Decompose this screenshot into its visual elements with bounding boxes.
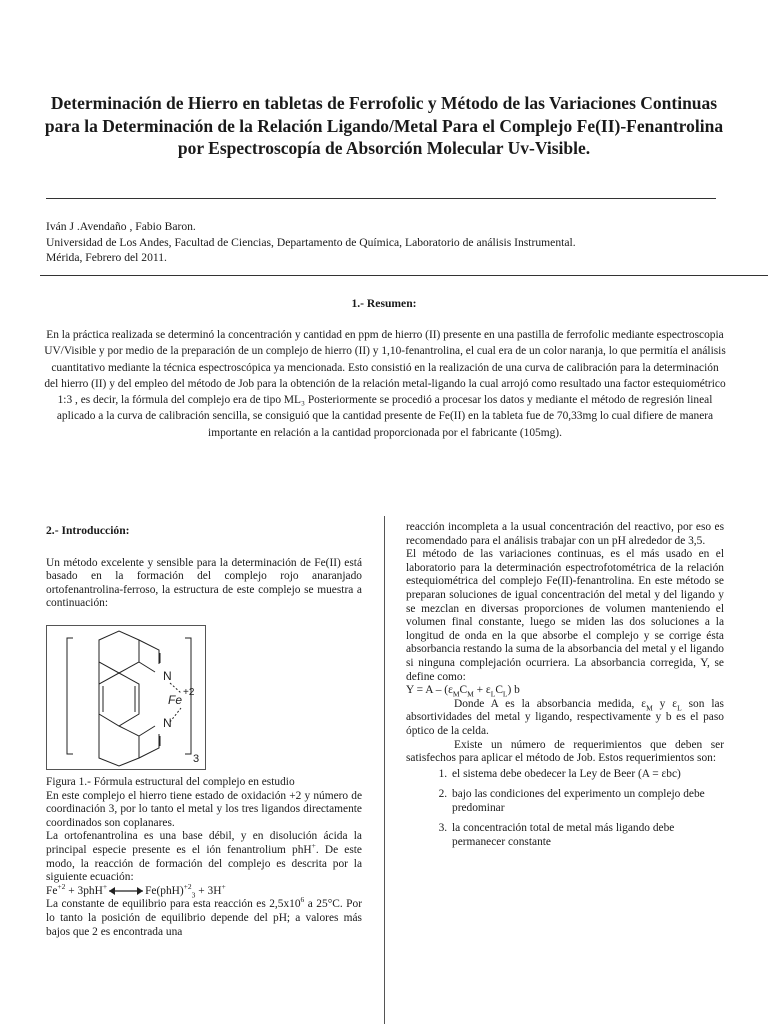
author-block [46, 219, 736, 266]
requirements-list [406, 768, 724, 850]
intro-heading: 2.- Introducción: [46, 524, 130, 537]
intro-paragraph-4: La constante de equilibrio para esta reacción es $2,5x10^6$ a 25°C. Por lo tanto la posición de equilibrio depende del pH; a valores más bajos que 2 es encontrada una [46, 895, 362, 938]
right-column [406, 521, 724, 857]
absorbance-equation: $Y = A - (\varepsilon_MC_M + \varepsilon_LC_L)$ b [406, 684, 520, 699]
equilibrium-arrow-icon [107, 886, 145, 896]
column-divider [384, 516, 385, 1024]
abstract-text: En la práctica realizada se determinó la concentración y cantidad en ppm de hierro (II) presente en una pastilla de ferrofolic mediante espectroscopia UV/Visible y por medio de la preparación de un complejo de hierro (II) y 1,10-fenantrolina, el cual era de un color naranja, lo que permitía el análisis cuantitativo mediante la técnica espectroscópica ya mencionada. Esto consistió en la realización de una curva de calibración para la determinación del hierro (II) y del empleo del método de Job para la obtención de la relación metal-ligando la cual arrojó como resultado una factor estequiométrico 1:3 , es decir, la fórmula del complejo era de tipo ML₃ Posteriormente se procedió a procesar los datos y mediante el método de regresión lineal aplicado a la curva de calibración sencilla, se consiguió que la cantidad presente de Fe(II) en la tableta fue de 70,33mg lo cual difiere de manera importante en relación a la cantidad proporcionada por el fabricante (105mg). [44, 329, 726, 439]
structure-figure [46, 625, 206, 770]
requirement-item: 3. la concentración total de metal más ligando debe permanecer constante [450, 822, 724, 849]
n-label-upper: N [163, 668, 172, 683]
requirement-item: 1. el sistema debe obedecer la Ley de Beer (A = εbc) [450, 768, 724, 782]
right-paragraph-2: El método de las variaciones continuas, es el más usado en el laboratorio para la determinación espectrofotométrica de la relación estequiométrica del complejo Fe(II)-fenantrolina. En este método se preparan soluciones de igual concentración del metal y del ligando y se mezclan en diversas proporciones de volumen manteniendo el volumen final constante, luego se miden las dos soluciones a la longitud de onda en la que absorbe el complejo y se corrige ésta absorbancia restando la suma de la absorbancia del metal y el ligando si ninguna complejación ocurriera. La absorbancia corregida, Y, se define como: [406, 548, 724, 683]
title-rule [46, 198, 716, 199]
fe-label: Fe [168, 692, 183, 707]
right-paragraph-3: Donde A es la absorbancia medida, $\varepsilon_M$ y $\varepsilon_L$ son las absortividades del metal y ligando, respectivamente y b es el paso óptico de la celda. [406, 697, 724, 737]
figure-caption: Figura 1.- Fórmula estructural del complejo en estudio [46, 775, 295, 788]
reaction-equation: $Fe^{+2} + 3phH^+$ Fe(phH)$^{+2}_3$ + 3H+ [46, 881, 226, 899]
intro-paragraph-3: La ortofenantrolina es una base débil, y en disolución ácida la principal especie presente es el ión fenantrolium phH+. De este modo, la reacción de formación del complejo es descrita por la siguiente ecuación: [46, 830, 362, 884]
left-column [46, 524, 362, 939]
author-names: Iván J .Avendaño , Fabio Baron. [46, 220, 196, 233]
paper-title: Determinación de Hierro en tabletas de Ferrofolic y Método de las Variaciones Continuas para la Determinación de la Relación Ligando/Metal Para el Complejo Fe(II)-Fenantrolina por Espectroscopía de Absorción Molecular Uv-Visible. [44, 93, 724, 158]
author-affiliation: Universidad de Los Andes, Facultad de Ciencias, Departamento de Química, Laboratorio de análisis Instrumental. [46, 235, 576, 249]
n-label-lower: N [163, 715, 172, 730]
ligand-count-label: 3 [193, 752, 200, 765]
requirement-item: 2. bajo las condiciones del experimento un complejo debe predominar [450, 788, 724, 815]
charge-label: +2 [183, 686, 195, 698]
authors-rule [40, 275, 768, 276]
intro-paragraph-2: En este complejo el hierro tiene estado de oxidación +2 y número de coordinación 3, por lo tanto el metal y los tres ligandos directamente coordinados son coplanares. [46, 789, 362, 829]
intro-paragraph-1: Un método excelente y sensible para la determinación de Fe(II) está basado en la formación del complejo rojo anaranjado ortofenantrolina-ferroso, la estructura de este complejo se muestra a continuación: [46, 556, 362, 610]
abstract-heading: 1.- Resumen: [351, 297, 417, 310]
right-paragraph-1: reacción incompleta a la usual concentración del reactivo, por eso es recomendado para el análisis trabajar con un pH alrededor de 3,5. [406, 521, 724, 547]
place-date: Mérida, Febrero del 2011. [46, 251, 167, 264]
right-paragraph-4: Existe un número de requerimientos que deben ser satisfechos para aplicar el método de Job. Estos requerimientos son: [406, 738, 724, 765]
phenanthroline-complex-drawing [47, 626, 205, 769]
